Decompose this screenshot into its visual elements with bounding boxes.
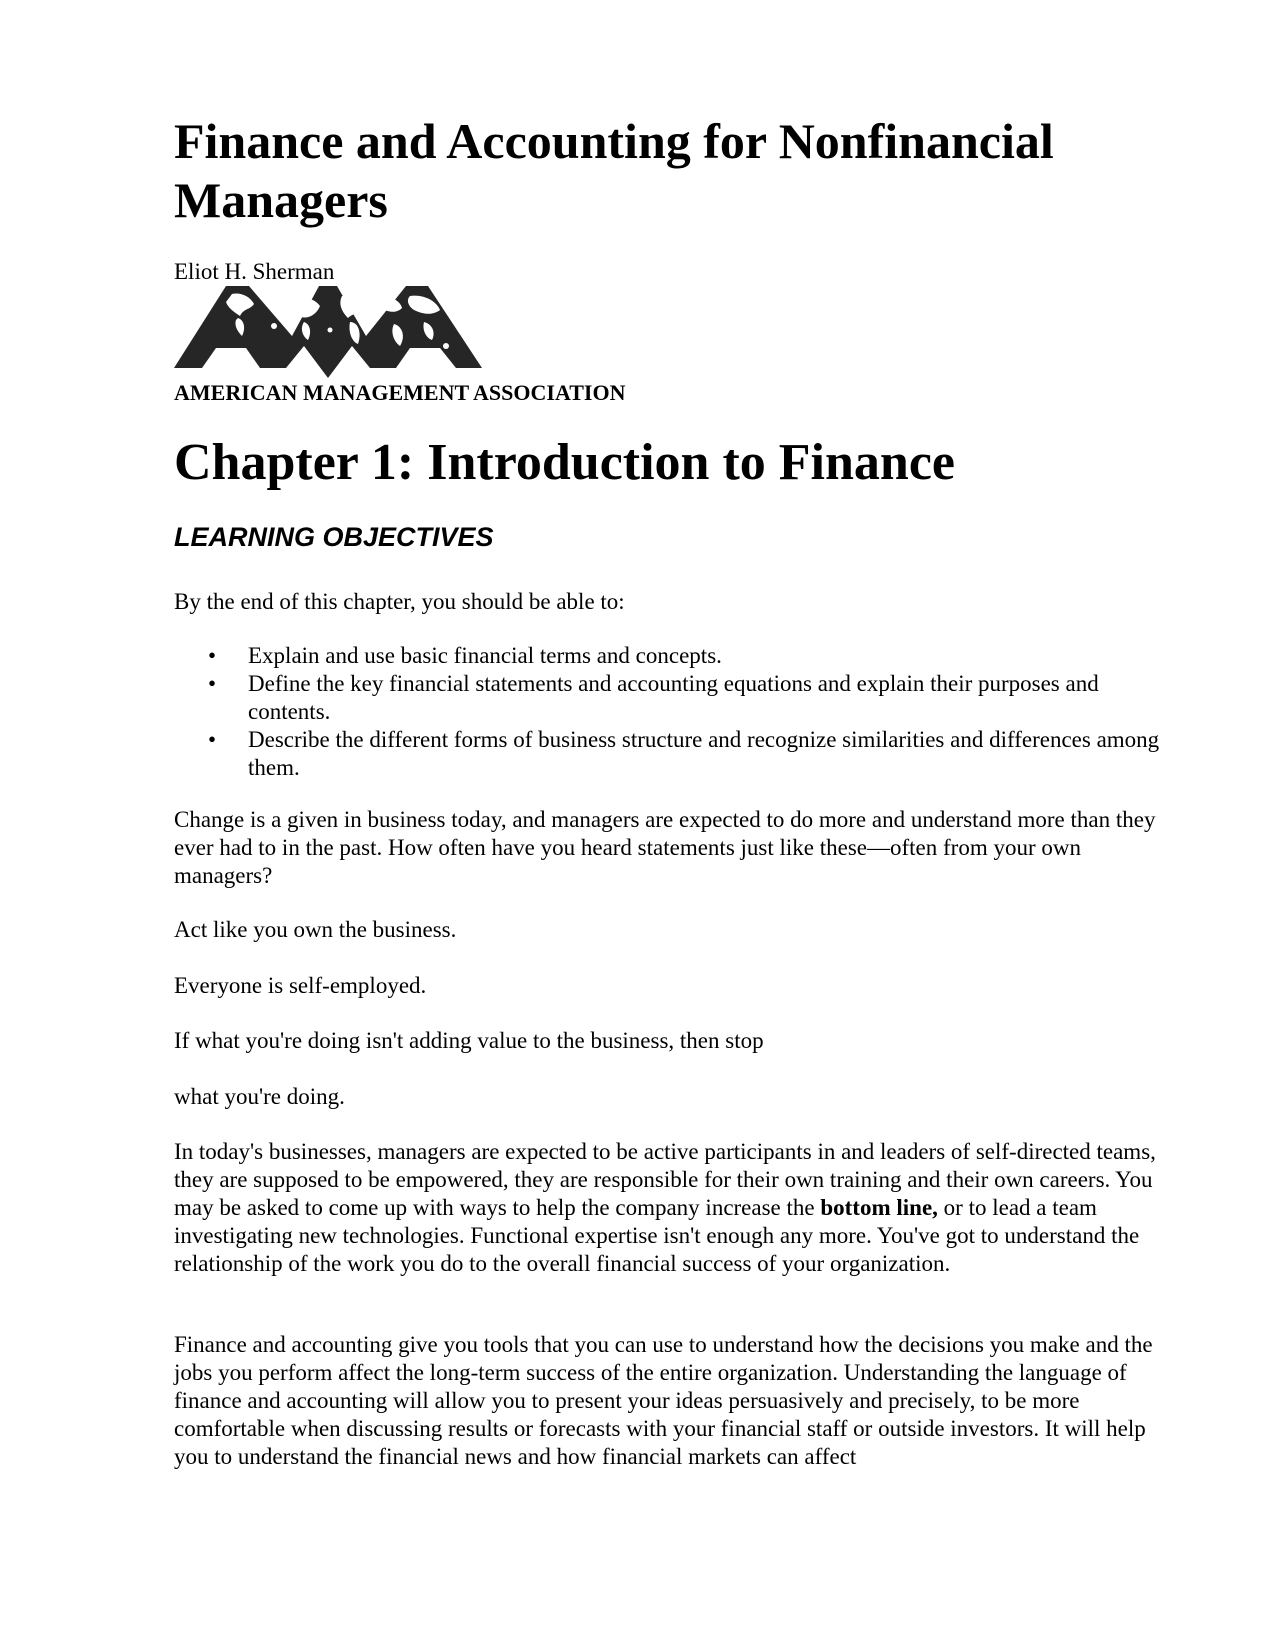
paragraph-change: Change is a given in business today, and managers are expected to do more and understand more than they ever had to in the past. How often have you heard statements just like these—often from your own managers? [174,807,1156,888]
objectives-list [174,642,1174,782]
paragraph-finance-accounting: Finance and accounting give you tools that you can use to understand how the decisions you make and the jobs you perform affect the long-term success of the entire organization. Understanding the language of finance and accounting will allow you to present your ideas persuasively and precisely, to be more comfortable when discussing results or forecasts with your financial staff or outside investors. It will help you to understand the financial news and how financial markets can affect [174,1332,1153,1469]
quote-self-employed: Everyone is self-employed. [174,973,427,998]
paragraph-text: or to lead a team investigating new technologies. Functional expertise isn't enough any more. You've got to understand the relationship of the work you do to the overall financial success of your organization. [174,1195,1140,1276]
quote-adding-value-line2: what you're doing. [174,1084,345,1109]
ama-world-map-logo [174,286,482,378]
author-name: Eliot H. Sherman [174,259,335,284]
paragraph-todays-businesses [174,1138,1174,1278]
book-title: Finance and Accounting for Nonfinancial Managers [174,113,1054,228]
list-item: • Explain and use basic financial terms and concepts. [174,642,1174,670]
quote-own-business: Act like you own the business. [174,917,457,942]
quote-adding-value-line1: If what you're doing isn't adding value to the business, then stop [174,1028,764,1053]
chapter-title: Chapter 1: Introduction to Finance [174,434,955,491]
paragraph-text: In today's businesses, managers are expected to be active participants in and leaders of self-directed teams, they are supposed to be empowered, they are responsible for their own training and their own careers. You may be asked to come up with ways to help the company increase the [174,1139,1156,1220]
list-item: • Define the key financial statements and accounting equations and explain their purposes and contents. [174,670,1174,726]
objectives-intro: By the end of this chapter, you should be able to: [174,589,625,614]
learning-objectives-heading: LEARNING OBJECTIVES [174,522,494,552]
bold-term-bottom-line: bottom line, [820,1195,938,1220]
publisher-name: AMERICAN MANAGEMENT ASSOCIATION [174,380,626,405]
list-item: • Describe the different forms of business structure and recognize similarities and differences among them. [174,726,1174,782]
